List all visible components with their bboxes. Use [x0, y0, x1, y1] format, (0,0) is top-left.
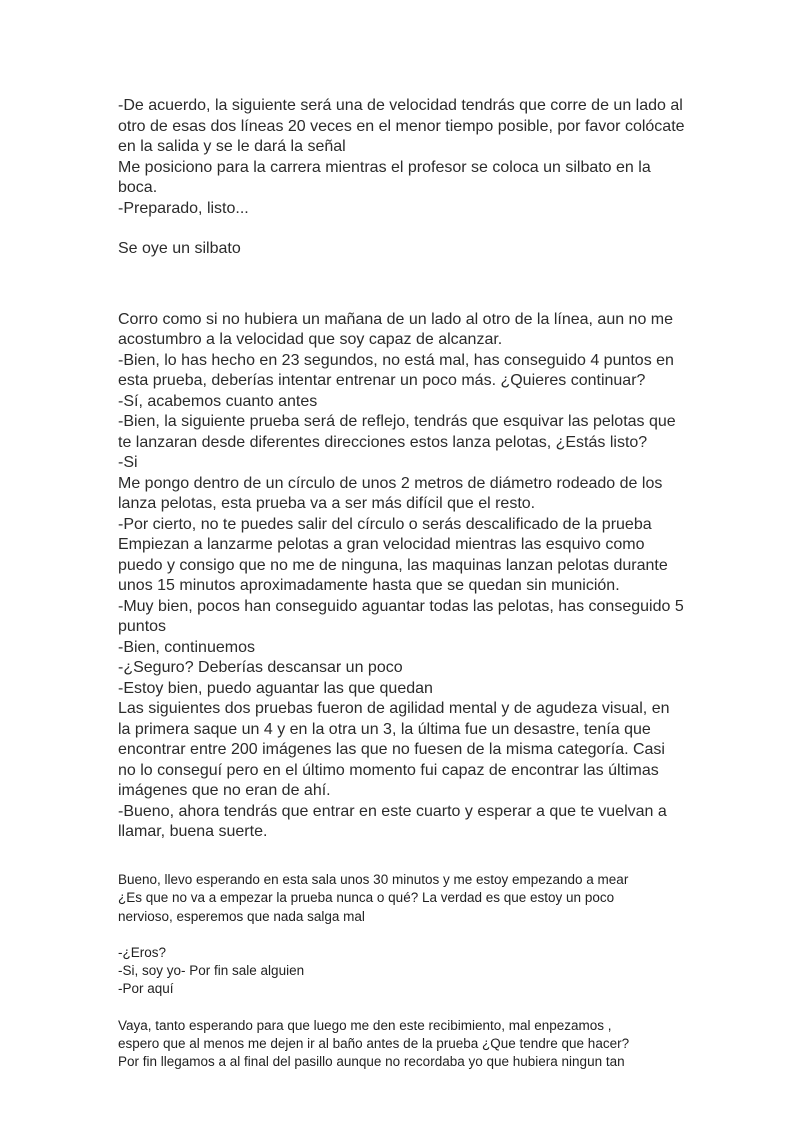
paragraph — [118, 679, 718, 700]
text-line: puntos — [118, 618, 167, 635]
paragraph — [118, 658, 718, 679]
text-line: puedo y consigo que no me de ninguna, las maquinas lanzan pelotas durante — [118, 556, 668, 574]
text-line: lanza pelotas, esta prueba va a ser más difícil que el resto. — [118, 495, 536, 512]
text-line: -Por cierto, no te puedes salir del círculo o serás descalificado de la prueba — [118, 515, 652, 533]
paragraph-gap — [118, 926, 718, 944]
paragraph — [118, 944, 718, 962]
paragraph — [118, 871, 718, 926]
text-line: acostumbro a la velocidad que soy capaz de alcanzar. — [118, 331, 503, 348]
paragraph — [118, 239, 718, 260]
text-line: boca. — [118, 179, 158, 196]
text-line: otro de esas dos líneas 20 veces en el menor tiempo posible, por favor colócate — [118, 117, 685, 135]
text-line: -Sí, acabemos cuanto antes — [118, 392, 318, 410]
paragraph — [118, 638, 718, 659]
paragraph — [118, 515, 718, 536]
text-line: espero que al menos me dejen ir al baño antes de la prueba ¿Que tendre que hacer? — [118, 1036, 630, 1052]
text-line: -Por aquí — [118, 981, 174, 997]
paragraph — [118, 453, 718, 474]
text-line: Me posiciono para la carrera mientras el profesor se coloca un silbato en la — [118, 158, 651, 176]
text-line: esta prueba, deberías intentar entrenar un poco más. ¿Quieres continuar? — [118, 372, 646, 389]
text-line: Vaya, tanto esperando para que luego me den este recibimiento, mal enpezamos , — [118, 1017, 612, 1033]
text-line: Bueno, llevo esperando en esta sala unos 30 minutos y me estoy empezando a mear — [118, 872, 629, 887]
paragraph-gap — [118, 999, 718, 1017]
text-line: -Bien, continuemos — [118, 638, 255, 656]
paragraph — [118, 802, 718, 843]
text-line: llamar, buena suerte. — [118, 823, 268, 840]
paragraph — [118, 980, 718, 998]
text-line: Corro como si no hubiera un mañana de un lado al otro de la línea, aun no me — [118, 310, 674, 328]
text-line: -Preparado, listo... — [118, 199, 249, 217]
paragraph-gap — [118, 260, 718, 310]
text-line: ¿Es que no va a empezar la prueba nunca o qué? La verdad es que estoy un poco — [118, 890, 615, 906]
text-line: Empiezan a lanzarme pelotas a gran velocidad mientras las esquivo como — [118, 536, 645, 553]
text-line: -Bien, la siguiente prueba será de reflejo, tendrás que esquivar las pelotas que — [118, 413, 676, 430]
text-line: -Bien, lo has hecho en 23 segundos, no está mal, has conseguido 4 puntos en — [118, 351, 674, 369]
paragraph — [118, 474, 718, 515]
text-line: Me pongo dentro de un círculo de unos 2 metros de diámetro rodeado de los — [118, 474, 663, 492]
paragraph — [118, 392, 718, 413]
text-line: encontrar entre 200 imágenes las que no fuesen de la misma categoría. Casi — [118, 741, 665, 758]
paragraph — [118, 597, 718, 638]
text-line: te lanzaran desde diferentes direcciones estos lanza pelotas, ¿Estás listo? — [118, 433, 648, 451]
text-line: en la salida y se le dará la señal — [118, 138, 346, 155]
text-line: -Si — [118, 454, 138, 471]
paragraph — [118, 96, 718, 158]
story-text-block-small — [118, 871, 718, 1072]
paragraph — [118, 962, 718, 980]
text-line: -¿Seguro? Deberías descansar un poco — [118, 659, 403, 676]
paragraph — [118, 351, 718, 392]
text-line: -Bueno, ahora tendrás que entrar en este cuarto y esperar a que te vuelvan a — [118, 802, 667, 820]
text-line: nervioso, esperemos que nada salga mal — [118, 908, 365, 924]
paragraph-gap — [118, 219, 718, 239]
paragraph — [118, 412, 718, 453]
text-line: unos 15 minutos aproximadamente hasta que se quedan sin munición. — [118, 577, 620, 594]
text-line: -Muy bien, pocos han conseguido aguantar todas las pelotas, has conseguido 5 — [118, 597, 684, 615]
text-line: -De acuerdo, la siguiente será una de velocidad tendrás que corre de un lado al — [118, 97, 683, 114]
paragraph — [118, 199, 718, 220]
text-line: Las siguientes dos pruebas fueron de agilidad mental y de agudeza visual, en — [118, 700, 670, 717]
paragraph — [118, 1017, 718, 1072]
text-line: la primera saque un 4 y en la otra un 3, la última fue un desastre, tenía que — [118, 720, 651, 738]
text-line: Se oye un silbato — [118, 240, 241, 257]
paragraph — [118, 158, 718, 199]
text-line: Por fin llegamos a al final del pasillo aunque no recordaba yo que hubiera ningun tan — [118, 1054, 625, 1070]
text-line: -Si, soy yo- Por fin sale alguien — [118, 963, 305, 979]
paragraph — [118, 535, 718, 597]
paragraph — [118, 310, 718, 351]
text-line: no lo conseguí pero en el último momento fui capaz de encontrar las últimas — [118, 761, 659, 779]
story-text-block-large — [118, 96, 718, 843]
text-line: -Estoy bien, puedo aguantar las que quedan — [118, 679, 433, 697]
paragraph — [118, 699, 718, 802]
text-line: -¿Eros? — [118, 944, 167, 960]
text-line: imágenes que no eran de ahí. — [118, 782, 331, 799]
